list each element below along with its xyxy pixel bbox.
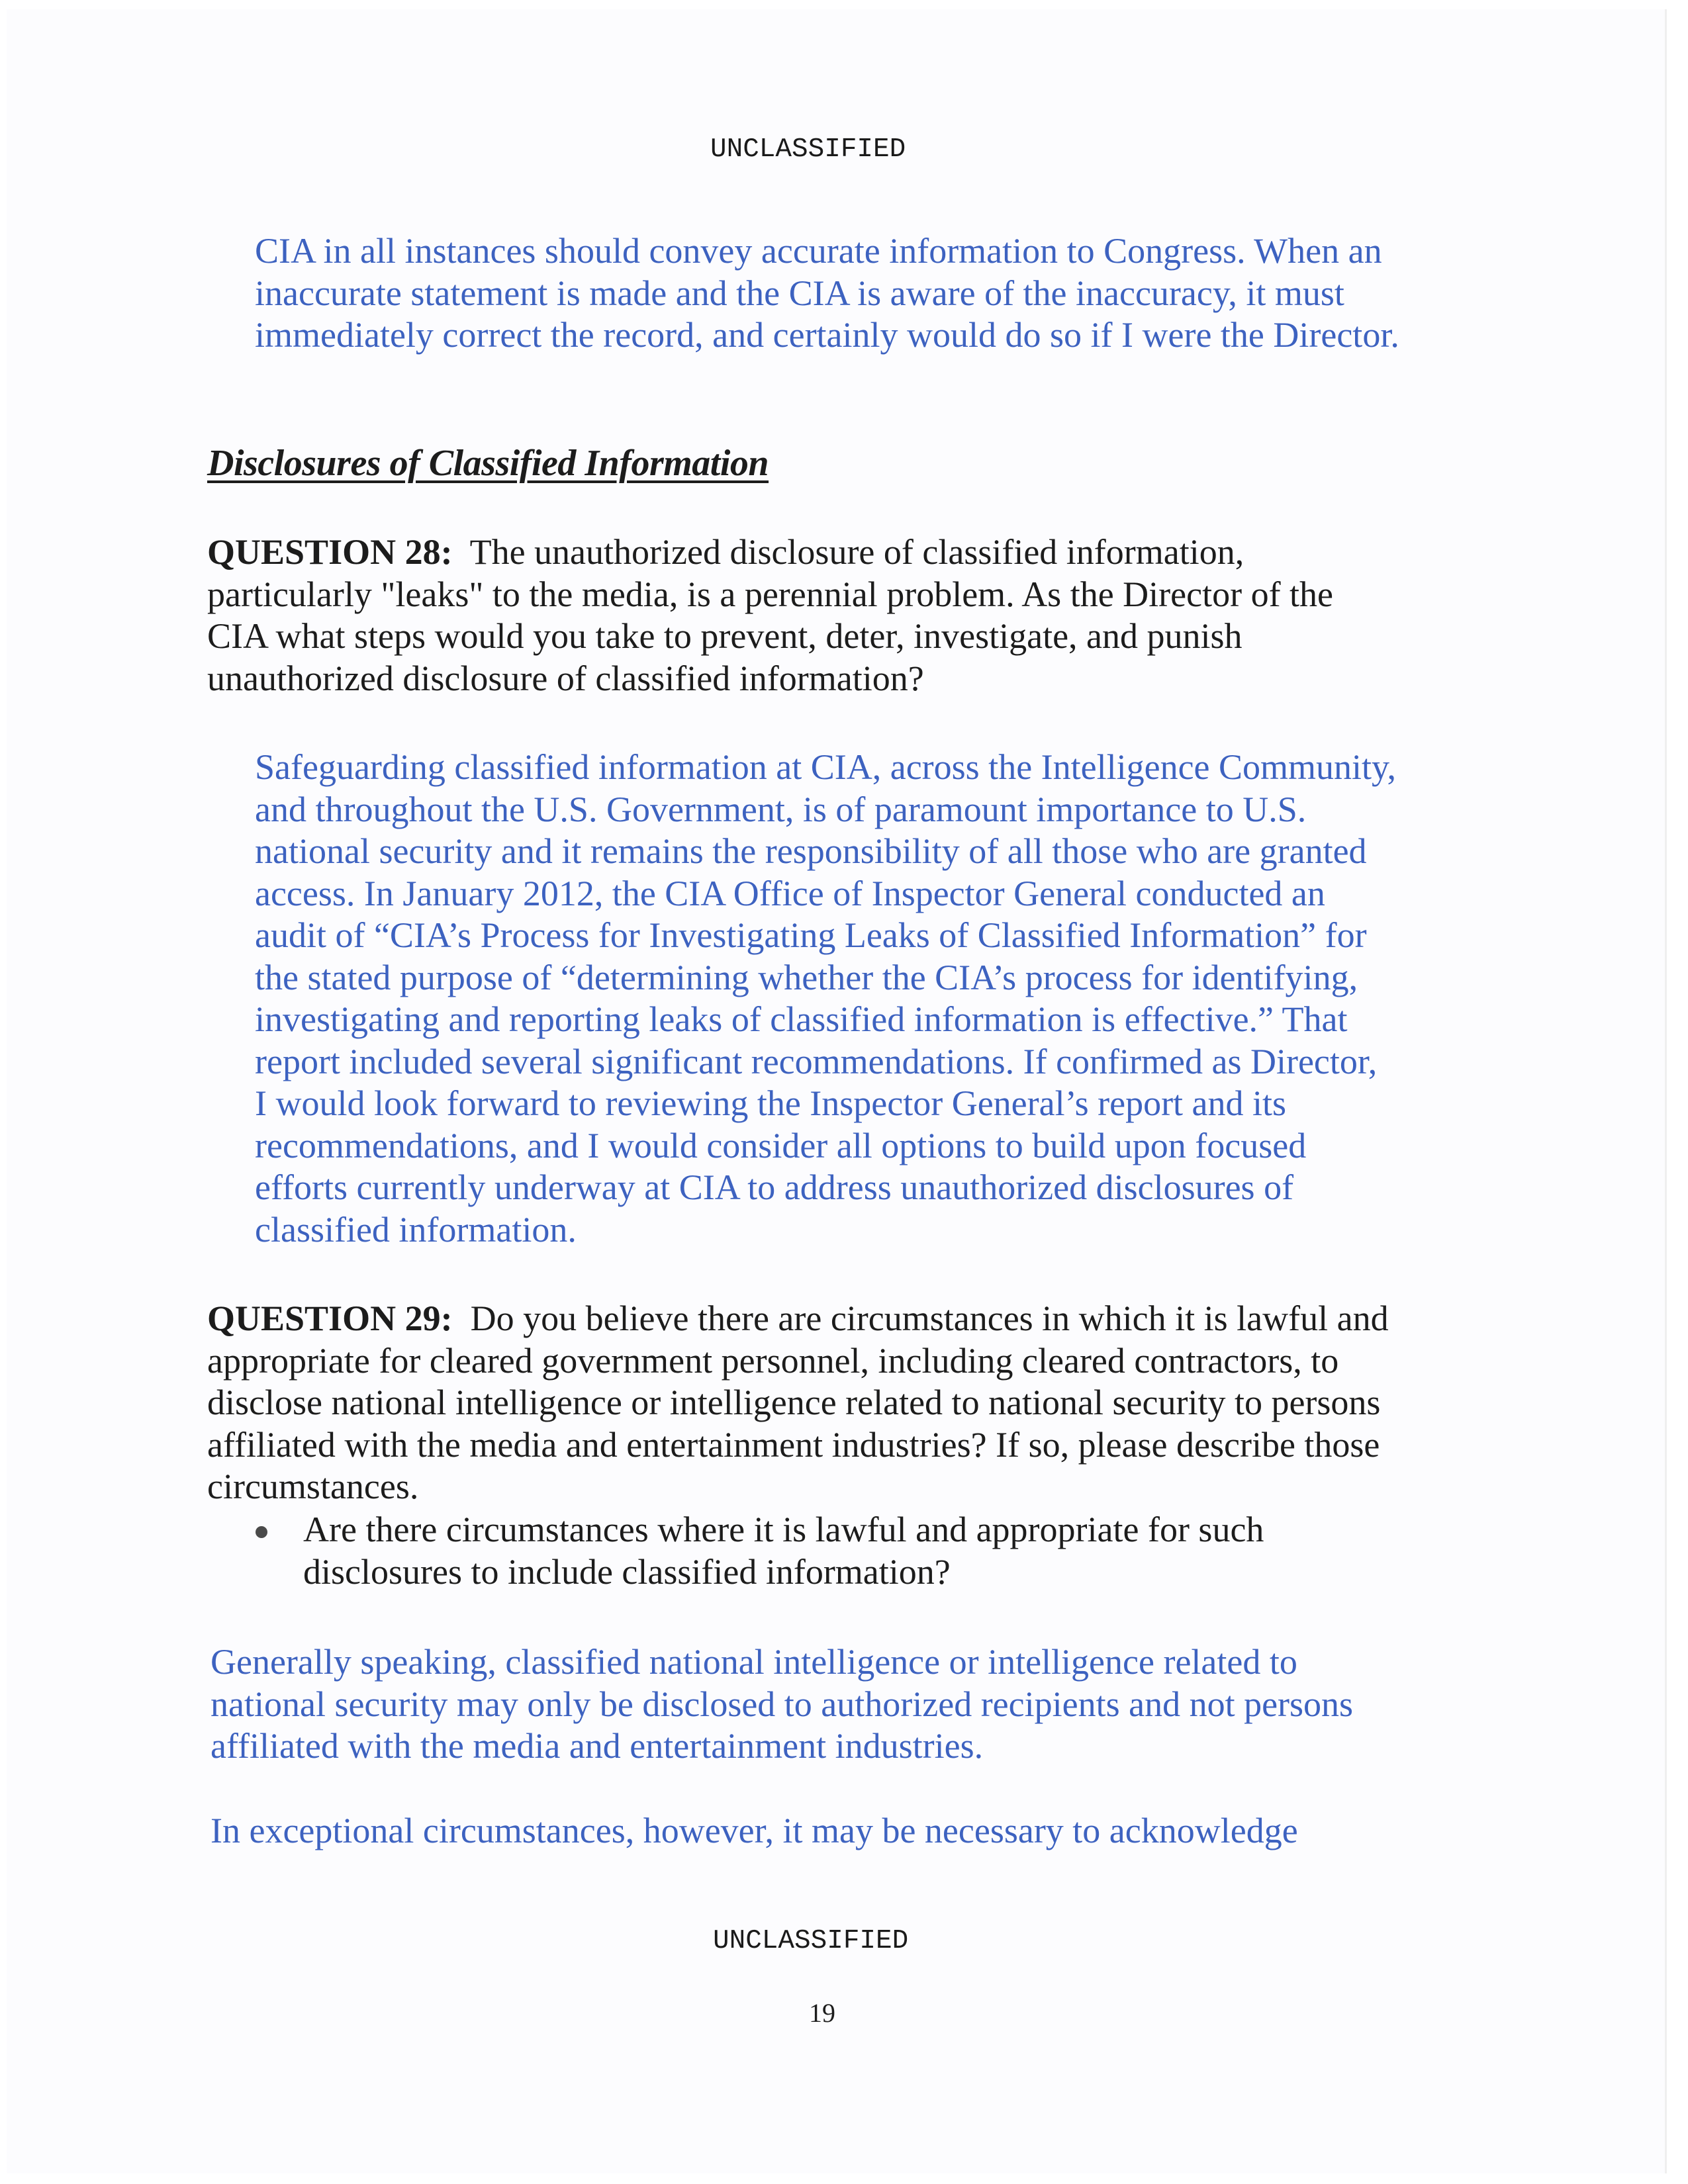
- text-line: I would look forward to reviewing the Inspector General’s report and its: [255, 1083, 1287, 1123]
- text-line: In exceptional circumstances, however, it may be necessary to acknowledge: [211, 1811, 1298, 1850]
- page-number: 19: [809, 1998, 835, 2028]
- text-line: circumstances.: [207, 1467, 419, 1506]
- text-line: report included several significant recommendations. If confirmed as Director,: [255, 1041, 1378, 1081]
- question-28-label: QUESTION 28:: [207, 532, 453, 572]
- text-line: CIA in all instances should convey accurate information to Congress. When an: [255, 231, 1382, 271]
- text-line: the stated purpose of “determining whether the CIA’s process for identifying,: [255, 957, 1358, 997]
- text-line: affiliated with the media and entertainment industries? If so, please describe those: [207, 1424, 1380, 1465]
- text-line: affiliated with the media and entertainment industries.: [211, 1726, 984, 1766]
- text-line: national security may only be disclosed to authorized recipients and not persons: [211, 1684, 1354, 1724]
- text-line: Safeguarding classified information at CIA, across the Intelligence Community,: [255, 747, 1397, 787]
- text-line: Are there circumstances where it is lawful and appropriate for such: [303, 1510, 1264, 1549]
- text-line: Generally speaking, classified national intelligence or intelligence related to: [211, 1642, 1297, 1682]
- text-line: unauthorized disclosure of classified information?: [207, 658, 924, 698]
- question-28: [207, 531, 1333, 700]
- text-line: appropriate for cleared government personnel, including cleared contractors, to: [207, 1340, 1339, 1381]
- text-line: CIA what steps would you take to prevent, deter, investigate, and punish: [207, 616, 1243, 656]
- question-29-label: QUESTION 29:: [207, 1298, 453, 1338]
- footer-classification: UNCLASSIFIED: [713, 1926, 909, 1956]
- text-segment: The unauthorized disclosure of classified information,: [452, 532, 1244, 572]
- text-line: particularly "leaks" to the media, is a perennial problem. As the Director of the: [207, 574, 1334, 614]
- text-line: national security and it remains the responsibility of all those who are granted: [255, 831, 1367, 871]
- text-line: access. In January 2012, the CIA Office of Inspector General conducted an: [255, 873, 1325, 913]
- answer-29-paragraph-2: [211, 1810, 1298, 1852]
- bullet-icon: [256, 1526, 267, 1538]
- text-line: recommendations, and I would consider all options to build upon focused: [255, 1125, 1307, 1165]
- question-29-bullet-item: [303, 1509, 1264, 1593]
- text-line: immediately correct the record, and certainly would do so if I were the Director.: [255, 315, 1399, 355]
- text-line: audit of “CIA’s Process for Investigating Leaks of Classified Information” for: [255, 915, 1367, 955]
- answer-29-paragraph-1: [211, 1641, 1353, 1768]
- question-29-first-line: [207, 1298, 1389, 1340]
- section-heading: Disclosures of Classified Information: [207, 443, 769, 484]
- text-line: inaccurate statement is made and the CIA is aware of the inaccuracy, it must: [255, 273, 1344, 313]
- text-line: and throughout the U.S. Government, is of paramount importance to U.S.: [255, 789, 1307, 829]
- text-segment: Do you believe there are circumstances in which it is lawful and: [452, 1298, 1389, 1338]
- question-28-first-line: [207, 531, 1333, 574]
- intro-answer-paragraph: [255, 230, 1399, 357]
- question-29: [207, 1298, 1389, 1508]
- header-classification: UNCLASSIFIED: [710, 134, 906, 165]
- text-line: disclose national intelligence or intelligence related to national security to persons: [207, 1383, 1381, 1422]
- text-line: investigating and reporting leaks of classified information is effective.” That: [255, 999, 1348, 1039]
- text-line: efforts currently underway at CIA to address unauthorized disclosures of: [255, 1167, 1294, 1207]
- text-line: classified information.: [255, 1209, 577, 1250]
- answer-28-paragraph: [255, 747, 1396, 1251]
- text-line: disclosures to include classified information?: [303, 1551, 951, 1592]
